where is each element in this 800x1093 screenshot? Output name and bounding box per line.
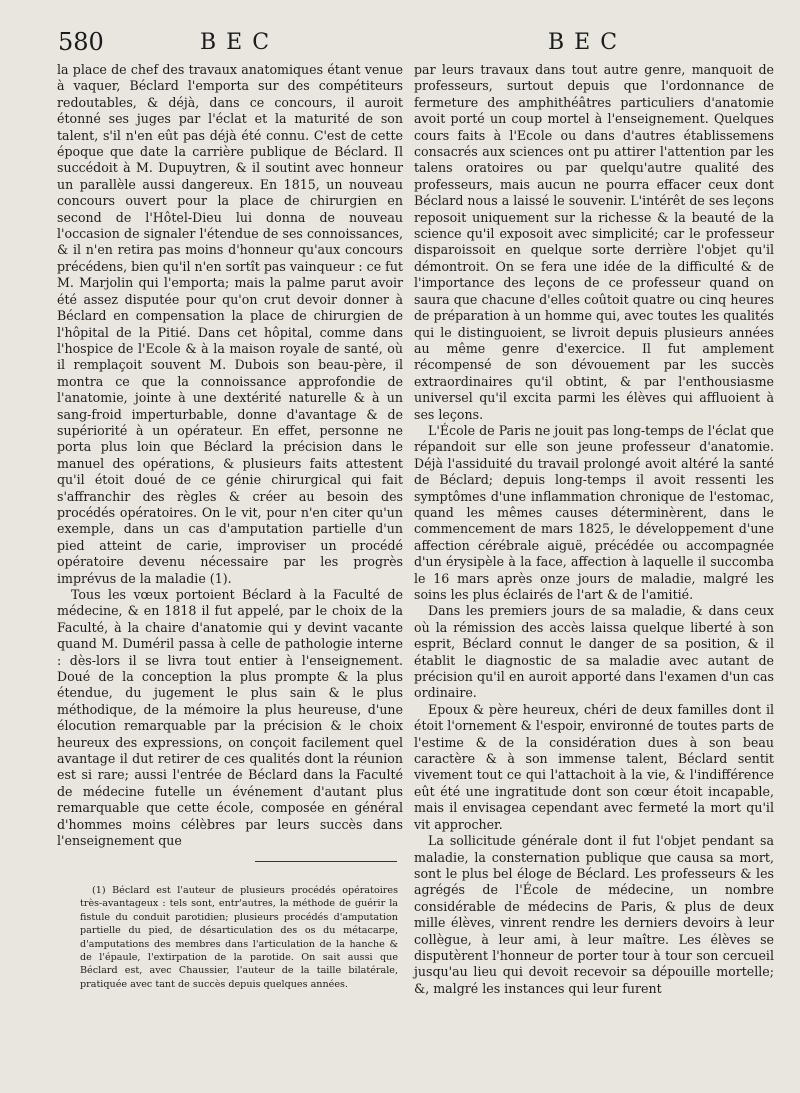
footnote: (1) Béclard est l'auteur de plusieurs procédés opératoires très-avantageux : tels sont, entr'autres, la méthode de guérir la fistule du conduit parotidien; plusieurs procédés d'amputation partielle du pied, de désarticulation des os du métacarpe, d'amputations des membres dans l'articulation de la hanche & de l'épaule, l'extirpation de la parotide. On sait aussi que Béclard est, avec Chaussier, l'auteur de la taille bilatérale, pratiquée avec tant de succès depuis quelques années. [80,885,398,990]
paragraph: Epoux & père heureux, chéri de deux familles dont il étoit l'ornement & l'espoir, environné de toutes parts de l'estime & de la considération dues à son beau caractère & à son immense talent, Béclard sentit vivement tout ce qui l'attachoit à la vie, & l'indifférence eût été une ingratitude dont son cœur étoit incapable, mais il envisagea cependant avec fermeté la mort qu'il vit approcher. [414,701,774,832]
left-column [57,62,403,850]
footnote-separator [255,861,397,862]
paragraph: La sollicitude générale dont il fut l'objet pendant sa maladie, la consternation publique que causa sa mort, sont le plus bel éloge de Béclard. Les professeurs & les agrégés de l'École de médecine, un nombre considérable de médecins de Paris, & plus de deux mille élèves, vinrent rendre les derniers devoirs à leur collègue, à leur ami, à leur maître. Les élèves se disputèrent l'honneur de porter tour à tour son cercueil jusqu'au lieu qui devoit recevoir sa dépouille mortelle; &, malgré les instances qui leur furent [414,833,774,996]
page-number: 580 [58,28,104,56]
running-head-left: BEC [200,30,280,55]
paragraph: Dans les premiers jours de sa maladie, & dans ceux où la rémission des accès laissa quelque liberté à son esprit, Béclard connut le danger de sa position, & il établit le diagnostic de sa maladie avec autant de précision qu'il en auroit apporté dans l'examen d'un cas ordinaire. [414,603,774,701]
paragraph: Tous les vœux portoient Béclard à la Faculté de médecine, & en 1818 il fut appelé, par le choix de la Faculté, à la chaire d'anatomie qui y devint vacante quand M. Duméril passa à celle de pathologie interne : dès-lors il se livra tout entier à l'enseignement. Doué de la conception la plus prompte & la plus étendue, du jugement le plus sain & le plus méthodique, de la mémoire la plus heureuse, d'une élocution remarquable par la précision & le choix heureux des expressions, on conçoit facilement quel avantage il dut retirer de ces qualités dont la réunion est si rare; aussi l'entrée de Béclard dans la Faculté de médecine futelle un événement d'autant plus remarquable que cette école, composée en général d'hommes moins célèbres par leurs succès dans l'enseignement que [57,587,403,849]
paragraph: la place de chef des travaux anatomiques étant venue à vaquer, Béclard l'emporta sur des compétiteurs redoutables, & déjà, dans ce concours, il auroit étonné ses juges par l'éclat et la maturité de son talent, s'il n'en eût pas déjà été connu. C'est de cette époque que date la carrière publique de Béclard. Il succédoit à M. Dupuytren, & il soutint avec honneur un parallèle aussi dangereux. En 1815, un nouveau concours ouvert pour la place de chirurgien en second de l'Hôtel-Dieu lui donna de nouveau l'occasion de signaler l'étendue de ses connoissances, & il n'en retira pas moins d'honneur qu'aux concours précédens, bien qu'il n'en sortît pas vainqueur : ce fut M. Marjolin qui l'emporta; mais la palme parut avoir été assez disputée pour qu'on crut devoir donner à Béclard en compensation la place de chirurgien de l'hôpital de la Pitié. Dans cet hôpital, comme dans l'hospice de l'Ecole & à la maison royale de santé, où il remplaçoit souvent M. Dubois son beau-père, il montra ce que la connoissance approfondie de l'anatomie, jointe à une dextérité naturelle & à un sang-froid imperturbable, donne d'avantage & de supériorité à un opérateur. En effet, personne ne porta plus loin que Béclard la précision dans le manuel des opérations, & plusieurs faits attestent qu'il étoit doué de ce génie chirurgical qui fait s'affranchir des règles & créer au besoin des procédés opératoires. On le vit, pour n'en citer qu'un exemple, dans un cas d'amputation partielle d'un pied atteint de carie, improviser un procédé opératoire devenu nécessaire par les progrès imprévus de la maladie (1). [57,62,403,586]
running-head-right: BEC [548,30,628,55]
paragraph: par leurs travaux dans tout autre genre, manquoit de professeurs, surtout depuis que l'ordonnance de fermeture des amphithéâtres particuliers d'anatomie avoit porté un coup mortel à l'enseignement. Quelques cours faits à l'Ecole ou dans d'autres établissemens consacrés aux sciences ont pu attirer l'attention par les talens oratoires ou par quelqu'autre qualité des professeurs, mais aucun ne pourra effacer ceux dont Béclard nous a laissé le souvenir. L'intérêt de ses leçons reposoit uniquement sur la richesse & la beauté de la science qu'il exposoit avec simplicité; car le professeur disparoissoit en quelque sorte derrière l'objet qu'il démontroit. On se fera une idée de la difficulté & de l'importance des leçons de ce professeur quand on saura que chacune d'elles coûtoit quatre ou cinq heures de préparation à un homme qui, avec toutes les qualités qui le distinguoient, se livroit depuis plusieurs années au même genre d'exercice. Il fut amplement récompensé de son dévouement par les succès extraordinaires qu'il obtint, & par l'enthousiasme universel qu'il excita parmi les élèves qui affluoient à ses leçons. [414,62,774,422]
paragraph: L'École de Paris ne jouit pas long-temps de l'éclat que répandoit sur elle son jeune professeur d'anatomie. Déjà l'assiduité du travail prolongé avoit altéré la santé de Béclard; depuis long-temps il avoit ressenti les symptômes d'une inflammation chronique de l'estomac, quand les mêmes causes déterminèrent, dans le commencement de mars 1825, le développement d'une affection cérébrale aiguë, précédée ou accompagnée d'un érysipèle à la face, affection à laquelle il succomba le 16 mars après onze jours de maladie, malgré les soins les plus éclairés de l'art & de l'amitié. [414,422,774,602]
right-column [414,62,774,997]
